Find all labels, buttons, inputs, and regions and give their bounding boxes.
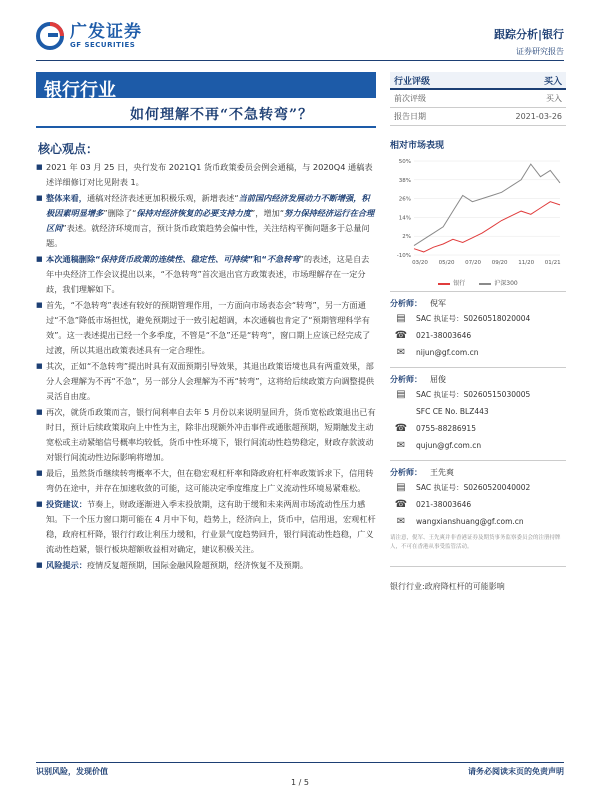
side-panel	[390, 72, 566, 592]
y-tick-label: 26%	[398, 196, 411, 203]
analyst-name: 倪军	[430, 298, 446, 308]
blank-icon	[394, 406, 408, 418]
core-points-body	[36, 160, 376, 574]
series-line-index	[414, 164, 560, 246]
paragraph-third: ■ 再次，就货币政策而言，银行间利率自去年 5 月份以来说明显回升，货币宽松政策退出已有时日，预计后续政策取向上中性为主，除非出现额外冲击事件或通胀超预期，短期触发主动宽松或主动紧缩信号概率均较低，货币中性环境下，银行间流动性趋势稳定，财政存款波动对银行间流动性边际影响将增加。	[36, 405, 376, 465]
analyst-cert-row	[390, 386, 566, 403]
report-date-label: 报告日期	[394, 112, 426, 121]
analyst-phone[interactable]: 021-38003646	[416, 331, 472, 340]
x-tick-label: 05/20	[438, 260, 455, 266]
x-tick-label: 07/20	[465, 260, 482, 266]
x-tick-label: 09/20	[491, 260, 508, 266]
report-title: 如何理解不再“不急转弯”？	[130, 107, 314, 123]
company-logo	[36, 20, 176, 52]
analyst-name-row	[390, 465, 566, 479]
report-date-row	[390, 108, 566, 126]
paragraph-first: ■ 首先，“不急转弯”表述有较好的预期管理作用，一方面向市场表态会“转弯”，另一方面通过“不急”降低市场担忧，避免预期过于一致引起超调，本次通稿也肯定了“预期管理科学有效”。这一表述提出已经一个多季度，不管是“不急”还是“转弯”，窗口期上应该已经完成了过渡，所以其退出政策表述具有一定合理性。	[36, 298, 376, 358]
legend-bank	[438, 278, 465, 287]
legend-index-label: 沪深300	[494, 280, 518, 287]
report-type: 跟踪分析|银行	[493, 28, 564, 41]
email-icon: ✉	[396, 347, 406, 358]
industry-label: 银行行业	[44, 80, 116, 101]
series-line-bank	[414, 202, 560, 252]
analyst-block	[390, 291, 566, 361]
body-text: 通稿对经济表述更加积极乐观，新增表述“	[86, 193, 239, 203]
analyst-phone-row	[390, 420, 566, 437]
previous-rating-row	[390, 90, 566, 108]
body-text: ”的表述，这是自去年中央经济工作会议提出以来，“不急转弯”首次退出官方政策表述，市场理解存在一定分歧，我们理解如下。	[46, 254, 370, 294]
analyst-sfc-row	[390, 403, 566, 420]
analyst-disclaimer: 请注意，倪军、王先爽并非香港证券及期货事务监察委员会的注册持牌人，不可在香港从事受监管活动。	[390, 534, 566, 567]
certificate-icon: ▤	[396, 313, 406, 324]
email-icon: ✉	[396, 516, 406, 527]
emphasis-text: 努力保持经济运行在合理区间	[46, 208, 375, 233]
y-tick-label: -10%	[396, 253, 411, 259]
body-text: ”表述。就经济环境而言，预计货币政策趋势会偏中性，关注结构平衡问题多于总量问题。	[46, 223, 370, 248]
emphasis-text: 保持货币政策的连续性、稳定性、可持续	[100, 254, 248, 264]
analyst-email[interactable]: nijun@gf.com.cn	[416, 348, 479, 357]
page-header	[0, 0, 600, 62]
analyst-phone[interactable]: 0755-88286915	[416, 424, 476, 433]
y-tick-label: 14%	[398, 215, 411, 222]
analyst-email-row	[390, 513, 566, 530]
previous-rating-label: 前次评级	[394, 94, 426, 103]
chart-legend	[390, 278, 566, 287]
emphasis-text: 不急转弯	[266, 254, 300, 264]
analyst-label: 分析师：	[390, 374, 422, 384]
analyst-cert: SAC 执证号：S0260518020004	[416, 314, 531, 323]
analyst-list	[390, 291, 566, 530]
y-tick-label: 2%	[402, 234, 411, 241]
rating-value: 买入	[543, 76, 562, 87]
industry-rating-row	[390, 72, 566, 90]
footer-disclaimer-note: 请务必阅读末页的免责声明	[468, 767, 564, 776]
phone-icon: ☎	[394, 330, 408, 341]
analyst-name-row	[390, 372, 566, 386]
x-tick-label: 03/20	[412, 260, 428, 266]
x-tick-label: 11/20	[518, 260, 535, 266]
legend-index	[479, 278, 517, 287]
paragraph-last: ■ 最后，虽然货币继续转弯概率不大，但在稳宏观杠杆率和降政府杠杆率政策诉求下，信用转弯仍在途中，并存在加速收敛的可能，这可能决定季度维度上广义流动性环境易紧难松。	[36, 466, 376, 496]
paragraph-second: ■ 其次，正如“不急转弯”提出时具有双面预期引导效果，其退出政策语境也具有两重效果，部分人会理解为不再“不急”，另一部分人会理解为不再“转弯”，这将给后续政策方向调整提供灵活自由度。	[36, 359, 376, 404]
related-report[interactable]: 银行行业:政府降杠杆的可能影响	[390, 582, 505, 591]
phone-icon: ☎	[394, 423, 408, 434]
page-number: 1 / 5	[291, 778, 309, 787]
core-points-title: 核心观点：	[38, 142, 99, 156]
certificate-icon: ▤	[396, 389, 406, 400]
emphasis-text: 当前国内经济发展动力不断增强，积极因素明显增多	[46, 193, 370, 218]
lead-text: 整体来看，	[46, 193, 87, 203]
analyst-label: 分析师：	[390, 467, 422, 477]
body-text: 疫情反复超预期，国际金融风险超预期，经济恢复不及预期。	[86, 560, 309, 570]
email-icon: ✉	[396, 440, 406, 451]
analyst-phone-row	[390, 327, 566, 344]
logo-en-text: GF SECURITIES	[70, 41, 136, 49]
lead-text: 本次通稿删除“	[46, 254, 101, 264]
report-date-value: 2021-03-26	[515, 112, 562, 121]
paragraph-investment	[36, 497, 376, 557]
paragraph-removal	[36, 252, 376, 297]
analyst-cert: SAC 执证号：S0260520040002	[416, 483, 531, 492]
logo-mark-icon	[36, 22, 64, 50]
analyst-cert-row	[390, 310, 566, 327]
body-text: ”删除了“	[103, 208, 137, 218]
report-subtype: 证券研究报告	[516, 47, 564, 56]
body-text: ”，增加“	[251, 208, 285, 218]
market-performance-title: 相对市场表现	[390, 141, 445, 151]
previous-rating-value: 买入	[546, 94, 562, 103]
emphasis-text: 保持对经济恢复的必要支持力度	[136, 208, 252, 218]
rating-label: 行业评级	[394, 76, 431, 87]
phone-icon: ☎	[394, 499, 408, 510]
footer-divider	[36, 762, 564, 763]
logo-cn-text: 广发证券	[70, 22, 142, 42]
legend-bank-label: 银行	[453, 280, 466, 287]
certificate-icon: ▤	[396, 482, 406, 493]
x-tick-label: 01/21	[544, 260, 561, 266]
analyst-phone-row	[390, 496, 566, 513]
analyst-block	[390, 460, 566, 530]
analyst-email-row	[390, 437, 566, 454]
analyst-label: 分析师：	[390, 298, 422, 308]
analyst-block	[390, 367, 566, 454]
footer-slogan: 识别风险，发现价值	[36, 767, 108, 776]
performance-chart-svg	[390, 155, 566, 273]
lead-text: 风险提示：	[46, 560, 87, 570]
analyst-phone[interactable]: 021-38003646	[416, 500, 472, 509]
analyst-cert-row	[390, 479, 566, 496]
lead-text: 投资建议：	[46, 499, 87, 509]
analyst-name-row	[390, 296, 566, 310]
body-text: 节奏上，财政逐渐进入季末投放期，这有助于缓和未来两周市场流动性压力感知。下一个压力窗口期可能在 4 月中下旬，趋势上，经济向上，货币中，信用退，宏观杠杆稳，政府杠杆降，银行行政让利压力缓和，行业景气度趋势回升，银行间流动性趋稳，广义流动性趋紧，银行板块超额收益相对确定，建议积极关注。	[46, 499, 376, 554]
y-tick-label: 50%	[398, 159, 411, 165]
analyst-name: 屈俊	[430, 374, 446, 384]
paragraph-risk	[36, 558, 376, 573]
lead-text: ”和“	[247, 254, 267, 264]
analyst-name: 王先爽	[430, 467, 454, 477]
y-tick-label: 38%	[398, 177, 411, 184]
header-divider	[36, 60, 564, 61]
analyst-email-row	[390, 344, 566, 361]
market-performance-chart	[390, 155, 566, 285]
analyst-email[interactable]: wangxianshuang@gf.com.cn	[416, 517, 524, 526]
paragraph-overall	[36, 191, 376, 251]
analyst-cert: SAC 执证号：S0260515030005	[416, 390, 531, 399]
analyst-sfc: SFC CE No. BLZ443	[416, 407, 489, 416]
paragraph-intro: ■ 2021 年 03 月 25 日，央行发布 2021Q1 货币政策委员会例会通稿，与 2020Q4 通稿表述详细修订对比见附表 1。	[36, 160, 376, 190]
analyst-email[interactable]: qujun@gf.com.cn	[416, 441, 482, 450]
